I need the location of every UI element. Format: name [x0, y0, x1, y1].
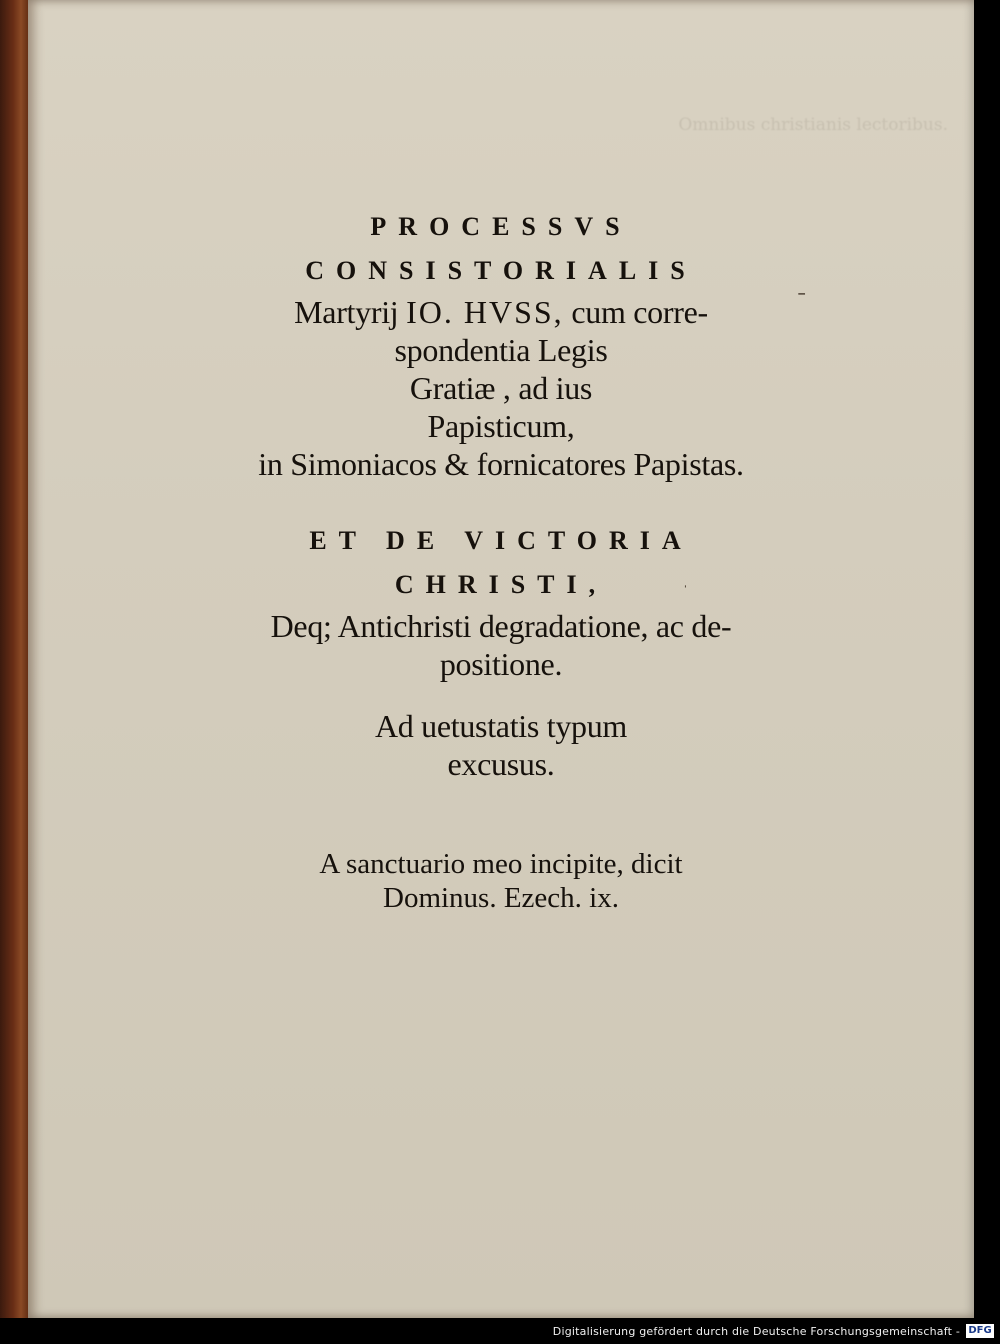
title-simoniacos-line: in Simoniacos & fornicatores Papistas.: [258, 446, 744, 482]
title-correspondentia-start: cum corre-: [571, 294, 708, 330]
title-spondentia-line: spondentia Legis: [394, 332, 608, 368]
title-papisticum-line: Papisticum,: [427, 408, 575, 444]
title-huss-name: IO. HVSS,: [406, 294, 564, 330]
title-consistorialis: CONSISTORIALIS: [305, 256, 697, 285]
title-christi: CHRISTI,: [394, 570, 608, 599]
title-page-text: [28, 205, 974, 915]
title-processus: PROCESSVS: [370, 212, 632, 241]
ink-mark: ˈ: [683, 584, 688, 599]
motto-line-2: Dominus. Ezech. ix.: [383, 882, 619, 914]
footer-bar: [0, 1318, 1000, 1344]
title-excusus-line: excusus.: [447, 746, 555, 782]
title-martyrii-word: Martyrij: [294, 294, 399, 330]
title-martyrii-line: [28, 293, 974, 331]
book-page: [28, 0, 974, 1318]
ink-mark: ˗: [798, 278, 806, 303]
title-ad-line: Ad uetustatis typum: [374, 708, 628, 744]
title-victoria: ET DE VICTORIA: [309, 526, 693, 555]
motto-line-1: A sanctuario meo incipite, dicit: [319, 848, 683, 880]
funding-notice: Digitalisierung gefördert durch die Deutsche Forschungsgemeinschaft -: [552, 1325, 960, 1338]
title-positione-line: positione.: [439, 646, 563, 682]
show-through-text: Omnibus christianis lectoribus.: [678, 115, 948, 135]
title-deque-line: Deq; Antichristi degradatione, ac de-: [270, 608, 732, 644]
title-gratiae-line: Gratiæ , ad ius: [409, 370, 593, 406]
dfg-logo-icon: DFG: [966, 1324, 994, 1338]
book-spine: [0, 0, 30, 1318]
